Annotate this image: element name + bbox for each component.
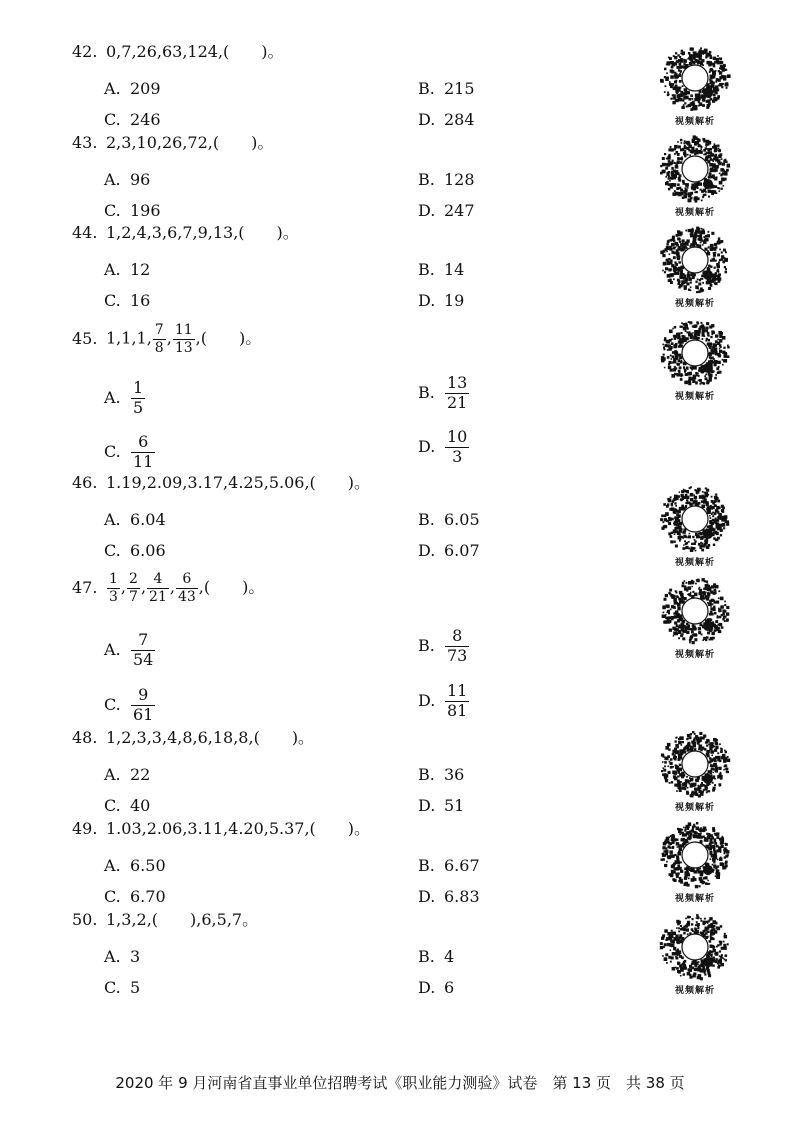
fraction-denominator: 54 (133, 649, 154, 669)
option-key: C. (104, 887, 121, 906)
question-number: 50. (72, 910, 98, 929)
fraction-numerator: 1 (109, 571, 118, 587)
video-explanation-qr-code[interactable] (655, 484, 735, 570)
option-value: 51 (444, 796, 465, 815)
option-key: C. (104, 978, 121, 997)
fraction-denominator: 21 (149, 588, 167, 605)
option-key: D. (418, 436, 436, 456)
option-d[interactable] (418, 427, 470, 466)
fraction-denominator: 21 (447, 392, 468, 412)
option-value: 19 (444, 291, 465, 310)
qr-caption: 视频解析 (674, 392, 715, 402)
option-key: B. (418, 947, 435, 966)
option-key: C. (104, 441, 121, 461)
question-number: 46. (72, 473, 98, 492)
video-explanation-qr-code[interactable] (655, 729, 735, 815)
option-value: 22 (130, 765, 151, 784)
option-c[interactable] (104, 288, 150, 314)
video-explanation-qr-code[interactable] (655, 43, 735, 129)
fraction (147, 572, 169, 604)
option-key: A. (104, 947, 121, 966)
fraction-denominator: 7 (129, 588, 138, 605)
qr-caption: 视频解析 (674, 558, 715, 568)
question-stem (72, 220, 299, 246)
option-key: B. (418, 635, 435, 655)
question-number: 45. (72, 328, 98, 348)
page-footer: 2020 年 9 月河南省直事业单位招聘考试《职业能力测验》试卷 第 13 页 共 38 页 (115, 1074, 685, 1092)
option-value: 3 (130, 947, 141, 966)
option-d[interactable] (418, 793, 464, 819)
option-value: 6.67 (444, 856, 480, 875)
question-sequence-prefix: 1,1,1, (106, 328, 152, 348)
option-d[interactable] (418, 538, 480, 564)
option-value: 6.83 (444, 887, 480, 906)
fraction-numerator: 11 (447, 681, 468, 700)
option-key: A. (104, 260, 121, 279)
option-value: 16 (130, 291, 151, 310)
option-key: D. (418, 291, 436, 310)
fraction-numerator: 10 (447, 427, 468, 446)
option-a[interactable] (104, 257, 150, 283)
option-key: C. (104, 110, 121, 129)
option-key: B. (418, 856, 435, 875)
option-d[interactable] (418, 884, 480, 910)
option-key: C. (104, 694, 121, 714)
fraction (445, 429, 469, 466)
option-d[interactable] (418, 107, 475, 133)
question-number: 47. (72, 577, 98, 597)
fraction-numerator: 4 (147, 572, 169, 589)
fraction-denominator: 11 (133, 451, 154, 471)
option-value: 36 (444, 765, 465, 784)
fraction-numerator: 11 (174, 322, 193, 338)
fraction-denominator: 5 (133, 397, 144, 417)
option-c[interactable] (104, 685, 156, 724)
question-sequence: 1.03,2.06,3.11,4.20,5.37,( )。 (106, 819, 371, 838)
option-value: 14 (444, 260, 465, 279)
video-explanation-qr-code[interactable] (655, 134, 735, 220)
option-b[interactable] (418, 76, 475, 102)
option-a[interactable] (104, 630, 156, 669)
option-value: 247 (444, 201, 475, 220)
video-explanation-qr-code[interactable] (655, 225, 735, 311)
fraction (131, 687, 155, 724)
option-a[interactable] (104, 76, 161, 102)
video-explanation-qr-code[interactable] (655, 576, 735, 662)
option-b[interactable] (418, 853, 480, 879)
option-a[interactable] (104, 167, 150, 193)
fraction-denominator: 3 (109, 588, 118, 605)
fraction-denominator: 61 (133, 704, 154, 724)
question-number: 43. (72, 133, 98, 152)
option-key: D. (418, 978, 436, 997)
fraction-denominator: 13 (174, 339, 193, 356)
fraction-numerator: 9 (131, 687, 155, 706)
option-d[interactable] (418, 975, 454, 1001)
qr-caption: 视频解析 (674, 894, 715, 904)
question-stem (72, 39, 284, 65)
option-b[interactable] (418, 373, 470, 412)
fraction-numerator: 6 (131, 434, 155, 453)
option-b[interactable] (418, 257, 464, 283)
fraction-numerator: 6 (176, 572, 198, 589)
option-value: 4 (444, 947, 455, 966)
question-sequence: 2,3,10,26,72,( )。 (106, 133, 274, 152)
option-key: A. (104, 79, 121, 98)
question-stem (72, 907, 258, 933)
fraction-denominator: 3 (452, 446, 463, 466)
fraction (445, 683, 469, 720)
option-c[interactable] (104, 538, 166, 564)
question-number: 48. (72, 728, 98, 747)
option-b[interactable] (418, 944, 454, 970)
question-sequence-suffix: ,( )。 (195, 328, 262, 348)
fraction-numerator: 2 (129, 571, 138, 587)
option-value: 209 (130, 79, 161, 98)
fraction (445, 628, 469, 665)
fraction (445, 375, 469, 412)
fraction-denominator: 43 (177, 588, 196, 605)
option-key: C. (104, 541, 121, 560)
question-sequence: 1,3,2,( ),6,5,7。 (106, 910, 259, 929)
option-key: B. (418, 170, 435, 189)
qr-caption: 视频解析 (674, 117, 715, 127)
option-value: 40 (130, 796, 151, 815)
option-key: B. (418, 765, 435, 784)
option-value: 215 (444, 79, 475, 98)
option-value: 246 (130, 110, 161, 129)
option-key: B. (418, 79, 435, 98)
option-value: 5 (130, 978, 141, 997)
option-key: A. (104, 387, 121, 407)
fraction (127, 572, 140, 604)
fraction (131, 632, 155, 669)
option-value: 196 (130, 201, 161, 220)
question-sequence: 0,7,26,63,124,( )。 (106, 42, 284, 61)
option-b[interactable] (418, 167, 475, 193)
option-value: 96 (130, 170, 151, 189)
question-stem (72, 816, 370, 842)
option-key: D. (418, 796, 436, 815)
qr-caption: 视频解析 (674, 986, 715, 996)
option-value: 6.04 (130, 510, 166, 529)
option-value: 128 (444, 170, 475, 189)
option-key: B. (418, 260, 435, 279)
fraction-denominator: 8 (154, 339, 164, 356)
question-number: 44. (72, 223, 98, 242)
option-a[interactable] (104, 507, 166, 533)
option-a[interactable] (104, 944, 140, 970)
option-key: B. (418, 382, 435, 402)
option-key: C. (104, 291, 121, 310)
fraction (176, 572, 198, 604)
question-sequence: 1.19,2.09,3.17,4.25,5.06,( )。 (106, 473, 371, 492)
video-explanation-qr-code[interactable] (655, 912, 735, 998)
question-sequence: 1,2,3,3,4,8,6,18,8,( )。 (106, 728, 315, 747)
option-key: A. (104, 639, 121, 659)
option-c[interactable] (104, 975, 140, 1001)
option-d[interactable] (418, 198, 475, 224)
option-value: 6.07 (444, 541, 480, 560)
fraction (173, 323, 195, 355)
option-key: A. (104, 856, 121, 875)
option-a[interactable] (104, 762, 150, 788)
option-value: 12 (130, 260, 151, 279)
question-stem (72, 725, 314, 751)
option-value: 6.06 (130, 541, 166, 560)
video-explanation-qr-code[interactable] (655, 820, 735, 906)
fraction-numerator: 7 (154, 322, 164, 338)
fraction-numerator: 8 (445, 628, 469, 647)
option-key: C. (104, 796, 121, 815)
question-stem (72, 470, 370, 496)
qr-caption: 视频解析 (674, 803, 715, 813)
option-d[interactable] (418, 681, 470, 720)
option-key: A. (104, 170, 121, 189)
option-a[interactable] (104, 853, 166, 879)
qr-caption: 视频解析 (674, 299, 715, 309)
fraction (131, 380, 145, 417)
option-b[interactable] (418, 626, 470, 665)
option-a[interactable] (104, 378, 146, 417)
option-d[interactable] (418, 288, 464, 314)
qr-caption: 视频解析 (674, 650, 715, 660)
video-explanation-qr-code[interactable] (655, 318, 735, 404)
fraction-numerator: 1 (133, 378, 144, 397)
fraction (107, 572, 120, 604)
question-sequence: 1,2,4,3,6,7,9,13,( )。 (106, 223, 299, 242)
option-key: C. (104, 201, 121, 220)
fraction-numerator: 13 (447, 373, 468, 392)
question-sequence-suffix: ,( )。 (198, 577, 265, 597)
option-key: A. (104, 765, 121, 784)
option-value: 6.05 (444, 510, 480, 529)
fraction-denominator: 73 (447, 645, 468, 665)
option-key: D. (418, 690, 436, 710)
option-key: B. (418, 510, 435, 529)
fraction-numerator: 7 (131, 632, 155, 651)
option-key: D. (418, 110, 436, 129)
question-number: 49. (72, 819, 98, 838)
option-b[interactable] (418, 507, 480, 533)
fraction (153, 323, 166, 355)
option-value: 284 (444, 110, 475, 129)
option-c[interactable] (104, 432, 156, 471)
option-key: D. (418, 201, 436, 220)
option-key: A. (104, 510, 121, 529)
option-value: 6.70 (130, 887, 166, 906)
option-key: D. (418, 541, 436, 560)
question-stem (72, 130, 273, 156)
question-stem: 45. 1,1,1, $\frac{7}{8}$ , $\frac{11}{13}$ ,( )。 (72, 322, 262, 356)
option-key: D. (418, 887, 436, 906)
question-number: 42. (72, 42, 98, 61)
qr-caption: 视频解析 (674, 208, 715, 218)
option-value: 6 (444, 978, 455, 997)
option-b[interactable] (418, 762, 464, 788)
question-stem: 47. $\frac{1}{3}$ , $\frac{2}{7}$ , $\frac{4}{21}$ , $\frac{6}{43}$ ,( )。 (72, 571, 265, 605)
fraction-denominator: 81 (447, 700, 468, 720)
fraction (131, 434, 155, 471)
option-value: 6.50 (130, 856, 166, 875)
